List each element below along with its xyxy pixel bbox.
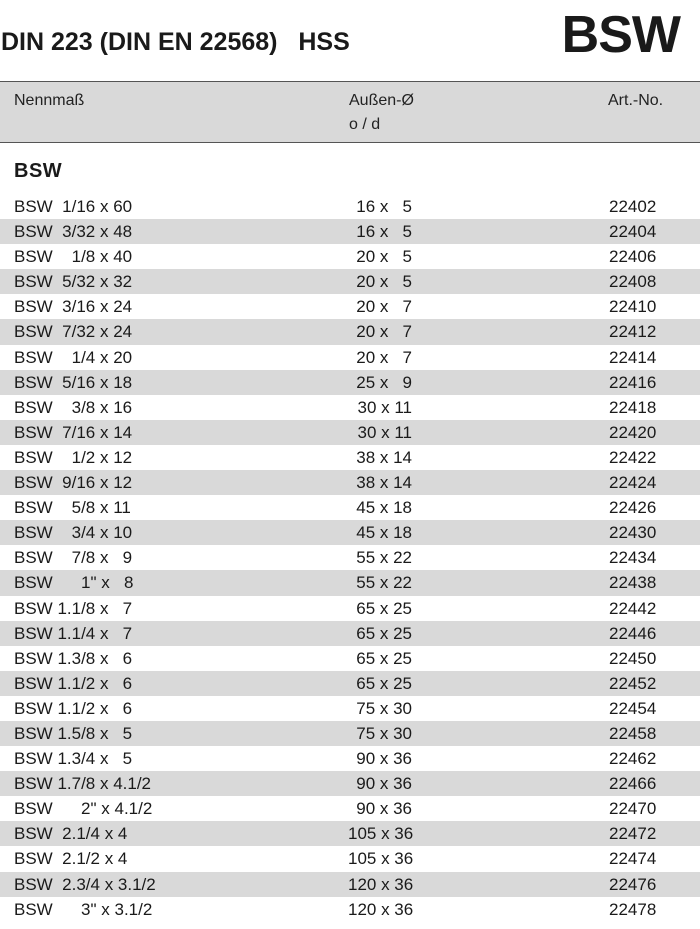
table-row [0, 370, 700, 395]
table-row [0, 319, 700, 344]
table-row [0, 545, 700, 570]
table-row [0, 495, 700, 520]
cell-article-number: 22472 [609, 824, 657, 844]
cell-outer-diameter: 90 x 36 [356, 749, 412, 769]
table-row [0, 194, 700, 219]
table-row [0, 294, 700, 319]
cell-article-number: 22452 [609, 673, 657, 693]
table-row [0, 696, 700, 721]
cell-outer-diameter: 20 x 5 [356, 247, 412, 267]
column-header-aussen-diameter: Außen-Ø [349, 92, 414, 109]
brand-logo: BSW [561, 6, 680, 64]
table-row [0, 671, 700, 696]
table-row [0, 345, 700, 370]
cell-article-number: 22462 [609, 749, 657, 769]
table-row [0, 244, 700, 269]
cell-outer-diameter: 55 x 22 [356, 548, 412, 568]
cell-nennmass: BSW 2" x 4.1/2 [14, 799, 153, 819]
cell-nennmass: BSW 7/16 x 14 [14, 422, 133, 442]
column-header-nennmass: Nennmaß [14, 92, 85, 109]
cell-article-number: 22450 [609, 648, 657, 668]
cell-article-number: 22414 [609, 347, 657, 367]
cell-nennmass: BSW 3/4 x 10 [14, 523, 133, 543]
cell-outer-diameter: 90 x 36 [356, 799, 412, 819]
cell-outer-diameter: 65 x 25 [356, 673, 412, 693]
cell-outer-diameter: 45 x 18 [356, 498, 412, 518]
table-row [0, 445, 700, 470]
table-row [0, 646, 700, 671]
cell-nennmass: BSW 7/32 x 24 [14, 322, 133, 342]
cell-article-number: 22402 [609, 197, 657, 216]
cell-article-number: 22454 [609, 698, 657, 718]
cell-outer-diameter: 16 x 5 [356, 222, 412, 242]
table-row [0, 621, 700, 646]
table-row [0, 796, 700, 821]
cell-outer-diameter: 38 x 14 [356, 447, 412, 467]
cell-outer-diameter: 20 x 7 [356, 322, 412, 342]
table-row [0, 746, 700, 771]
cell-outer-diameter: 45 x 18 [356, 523, 412, 543]
cell-outer-diameter: 105 x 36 [348, 824, 414, 844]
cell-nennmass: BSW 2.1/2 x 4 [14, 849, 128, 869]
cell-nennmass: BSW 1.1/8 x 7 [14, 598, 133, 618]
cell-outer-diameter: 90 x 36 [356, 774, 412, 794]
cell-nennmass: BSW 3/32 x 48 [14, 222, 133, 242]
cell-nennmass: BSW 5/16 x 18 [14, 372, 133, 392]
table-row [0, 596, 700, 621]
cell-nennmass: BSW 3" x 3.1/2 [14, 899, 153, 919]
cell-outer-diameter: 65 x 25 [356, 648, 412, 668]
cell-nennmass: BSW 1.1/4 x 7 [14, 623, 133, 643]
cell-nennmass: BSW 1/4 x 20 [14, 347, 133, 367]
cell-article-number: 22426 [609, 498, 657, 518]
cell-outer-diameter: 25 x 9 [356, 372, 412, 392]
cell-outer-diameter: 20 x 7 [356, 297, 412, 317]
cell-article-number: 22466 [609, 774, 657, 794]
cell-outer-diameter: 16 x 5 [356, 197, 412, 216]
cell-article-number: 22424 [609, 473, 657, 493]
table-row [0, 872, 700, 897]
cell-article-number: 22418 [609, 397, 657, 417]
cell-article-number: 22410 [609, 297, 657, 317]
cell-article-number: 22430 [609, 523, 657, 543]
cell-nennmass: BSW 5/32 x 32 [14, 272, 133, 292]
page-title: DIN 223 (DIN EN 22568) HSS [1, 28, 350, 56]
cell-article-number: 22438 [609, 573, 657, 593]
table-header [0, 81, 700, 143]
cell-article-number: 22406 [609, 247, 657, 267]
cell-outer-diameter: 65 x 25 [356, 623, 412, 643]
cell-outer-diameter: 105 x 36 [348, 849, 414, 869]
cell-outer-diameter: 75 x 30 [356, 723, 412, 743]
cell-article-number: 22474 [609, 849, 657, 869]
cell-outer-diameter: 38 x 14 [356, 473, 412, 493]
table-row [0, 420, 700, 445]
cell-nennmass: BSW 1.5/8 x 5 [14, 723, 133, 743]
cell-article-number: 22476 [609, 874, 657, 894]
cell-nennmass: BSW 1.7/8 x 4.1/2 [14, 774, 152, 794]
cell-outer-diameter: 120 x 36 [348, 899, 414, 919]
cell-nennmass: BSW 3/16 x 24 [14, 297, 133, 317]
column-header-od-subtitle: o / d [349, 116, 381, 133]
cell-article-number: 22434 [609, 548, 657, 568]
cell-article-number: 22420 [609, 422, 657, 442]
cell-nennmass: BSW 1.3/4 x 5 [14, 749, 133, 769]
cell-article-number: 22412 [609, 322, 657, 342]
cell-outer-diameter: 30 x 11 [357, 422, 412, 442]
cell-article-number: 22442 [609, 598, 657, 618]
cell-nennmass: BSW 1/16 x 60 [14, 197, 133, 216]
table-row [0, 570, 700, 595]
cell-outer-diameter: 55 x 22 [356, 573, 412, 593]
cell-outer-diameter: 20 x 5 [356, 272, 412, 292]
cell-outer-diameter: 120 x 36 [348, 874, 414, 894]
cell-article-number: 22446 [609, 623, 657, 643]
cell-outer-diameter: 75 x 30 [356, 698, 412, 718]
cell-nennmass: BSW 7/8 x 9 [14, 548, 133, 568]
table-row [0, 721, 700, 746]
table-row [0, 771, 700, 796]
table-row [0, 470, 700, 495]
cell-article-number: 22470 [609, 799, 657, 819]
column-header-article-number: Art.-No. [608, 92, 664, 109]
cell-article-number: 22404 [609, 222, 657, 242]
table-row [0, 269, 700, 294]
cell-nennmass: BSW 2.1/4 x 4 [14, 824, 128, 844]
table-row [0, 395, 700, 420]
cell-nennmass: BSW 1.1/2 x 6 [14, 673, 133, 693]
cell-nennmass: BSW 5/8 x 11 [14, 498, 131, 518]
table-row [0, 846, 700, 871]
cell-nennmass: BSW 1/8 x 40 [14, 247, 133, 267]
cell-nennmass: BSW 1.3/8 x 6 [14, 648, 133, 668]
table-row [0, 219, 700, 244]
section-heading: BSW [14, 160, 63, 182]
cell-article-number: 22478 [609, 899, 657, 919]
cell-nennmass: BSW 1.1/2 x 6 [14, 698, 133, 718]
cell-nennmass: BSW 9/16 x 12 [14, 473, 133, 493]
cell-article-number: 22416 [609, 372, 657, 392]
cell-outer-diameter: 20 x 7 [356, 347, 412, 367]
cell-nennmass: BSW 1" x 8 [14, 573, 134, 593]
table-row [0, 520, 700, 545]
cell-article-number: 22408 [609, 272, 657, 292]
table-row [0, 897, 700, 922]
cell-outer-diameter: 65 x 25 [356, 598, 412, 618]
table-row [0, 821, 700, 846]
table-body [0, 194, 700, 922]
cell-article-number: 22422 [609, 447, 657, 467]
cell-article-number: 22458 [609, 723, 657, 743]
cell-nennmass: BSW 2.3/4 x 3.1/2 [14, 874, 156, 894]
cell-nennmass: BSW 1/2 x 12 [14, 447, 133, 467]
cell-outer-diameter: 30 x 11 [357, 397, 412, 417]
cell-nennmass: BSW 3/8 x 16 [14, 397, 133, 417]
